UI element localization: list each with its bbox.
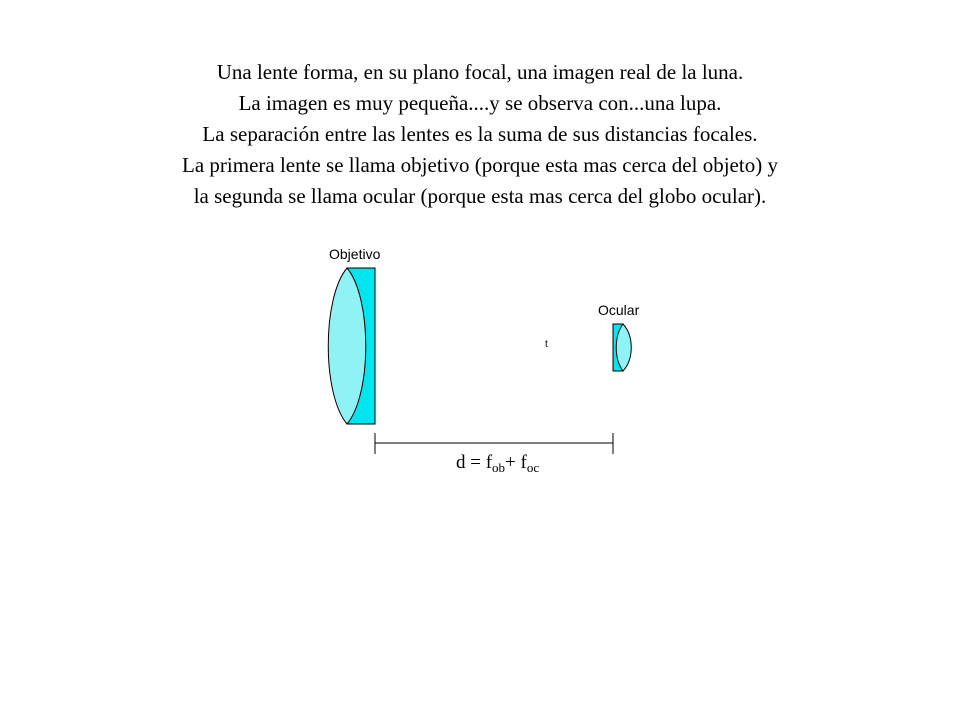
caption-line-5: la segunda se llama ocular (porque esta mas cerca del globo ocular). bbox=[193, 184, 767, 208]
stray-mark: t bbox=[545, 339, 548, 350]
objective-label: Objetivo bbox=[329, 246, 381, 262]
formula-plus: + f bbox=[505, 452, 527, 473]
caption-line-2: La imagen es muy pequeña....y se observa con...una lupa. bbox=[238, 91, 722, 115]
caption-line-4: La primera lente se llama objetivo (porque esta mas cerca del objeto) y bbox=[182, 153, 778, 177]
formula-lhs: d = f bbox=[456, 452, 493, 473]
formula-sub-ob: ob bbox=[492, 460, 506, 475]
formula-sub-oc: oc bbox=[526, 460, 540, 475]
caption-line-3: La separación entre las lentes es la suma de sus distancias focales. bbox=[202, 122, 758, 146]
caption-line-1: Una lente forma, en su plano focal, una imagen real de la luna. bbox=[216, 60, 744, 84]
eyepiece-label: Ocular bbox=[598, 302, 640, 318]
distance-formula bbox=[456, 452, 539, 476]
